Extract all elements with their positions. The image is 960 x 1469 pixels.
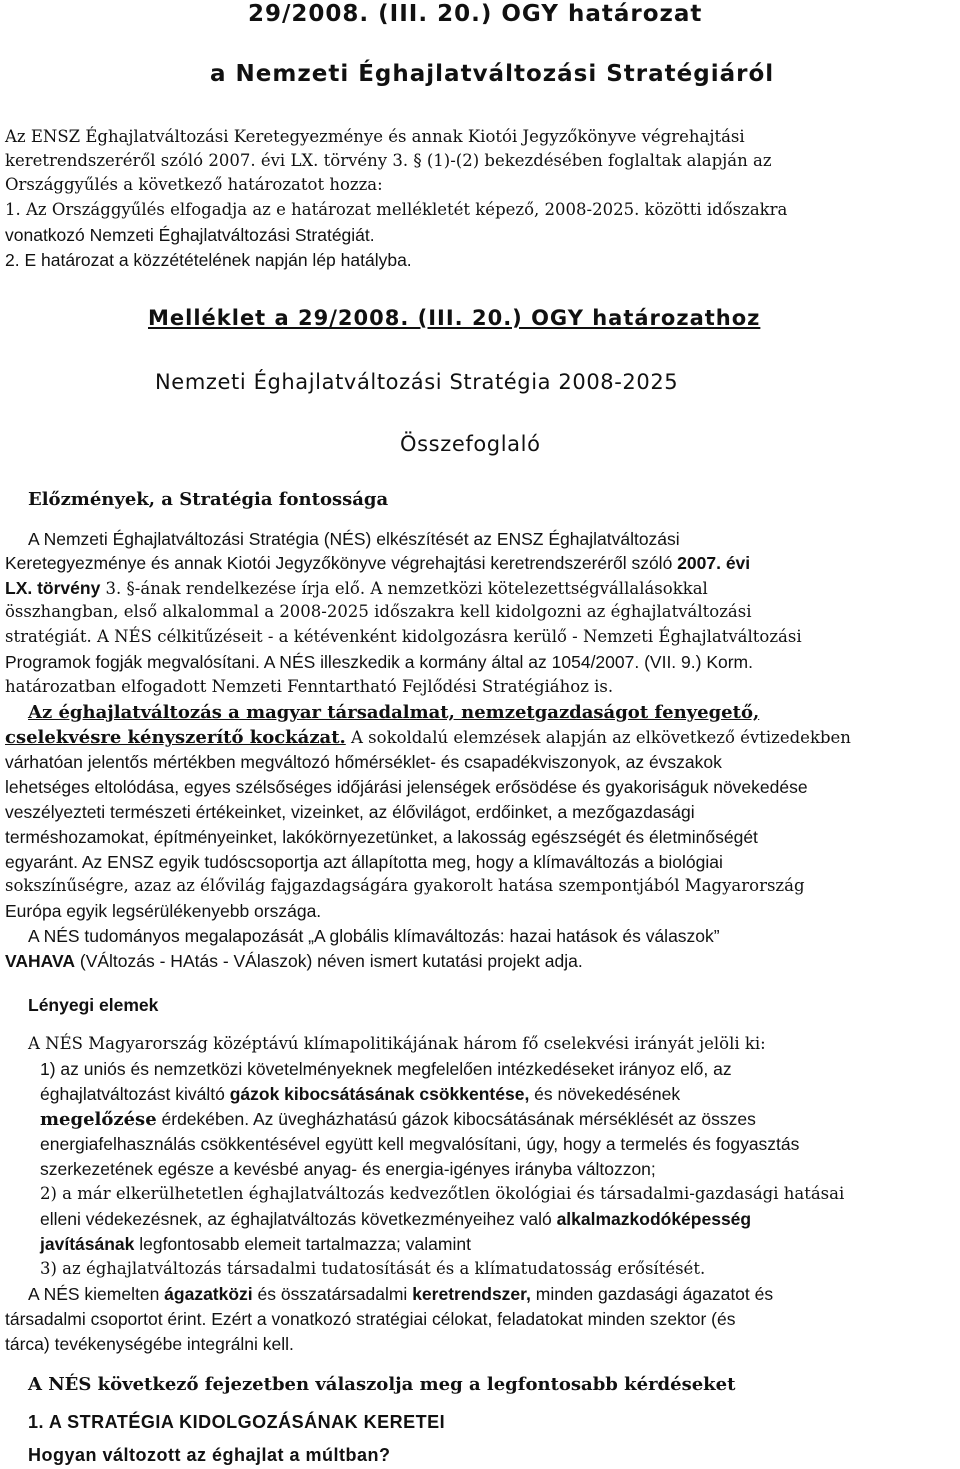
section-heading: Hogyan változott az éghajlat a múltban? xyxy=(28,1445,391,1465)
list-item-line: megelőzése érdekében. Az üvegházhatású gázok kibocsátásának mérséklését az összes xyxy=(40,1109,756,1130)
paragraph-line: összhangban, első alkalommal a 2008-2025 időszakra kell kidolgozni az éghajlatváltozási xyxy=(5,602,752,621)
paragraph-line: stratégiát. A NÉS célkitűzéseit - a kétévenként kidolgozásra kerülő - Nemzeti Éghajlatváltozási xyxy=(5,627,802,646)
emphasis-line: Az éghajlatváltozás a magyar társadalmat, nemzetgazdaságot fenyegető, xyxy=(28,702,760,723)
paragraph-line: A NÉS kiemelten ágazatközi és összatársadalmi keretrendszer, minden gazdasági ágazatot és xyxy=(28,1284,774,1304)
section-heading: 1. A STRATÉGIA KIDOLGOZÁSÁNAK KERETEI xyxy=(28,1412,446,1432)
paragraph-line: társadalmi csoportot érint. Ezért a vonatkozó stratégiai célokat, feladatokat minden szektor (és xyxy=(5,1309,736,1329)
paragraph-line: várhatóan jelentős mértékben megváltozó hőmérséklet- és csapadékviszonyok, az évszakok xyxy=(5,752,722,772)
paragraph-line: Programok fogják megvalósítani. A NÉS illeszkedik a kormány által az 1054/2007. (VII. 9.) Korm. xyxy=(5,652,753,672)
paragraph-line: egyaránt. Az ENSZ egyik tudóscsoportja azt állapította meg, hogy a klímaváltozás a biológiai xyxy=(5,852,723,872)
list-item: 2) a már elkerülhetetlen éghajlatváltozás kedvezőtlen ökológiai és társadalmi-gazdasági hatásai xyxy=(40,1184,845,1203)
paragraph-line: lehetséges eltolódása, egyes szélsőséges időjárási jelenségek erősödése és gyakoriságuk növekedése xyxy=(5,777,808,797)
section-heading: Előzmények, a Stratégia fontossága xyxy=(28,489,389,510)
paragraph-line: tárca) tevékenységébe integrálni kell. xyxy=(5,1334,294,1354)
list-item-line: elleni védekezésnek, az éghajlatváltozás következményeihez való alkalmazkodóképesség xyxy=(40,1209,752,1229)
list-item: 3) az éghajlatváltozás társadalmi tudatosítását és a klímatudatosság erősítését. xyxy=(40,1259,706,1278)
section-heading: Lényegi elemek xyxy=(28,995,159,1015)
paragraph-line: A NÉS tudományos megalapozását „A globális klímaváltozás: hazai hatások és válaszok” xyxy=(28,926,720,946)
strategy-title: Nemzeti Éghajlatváltozási Stratégia 2008-2025 xyxy=(155,370,679,394)
paragraph-line: sokszínűségre, azaz az élővilág fajgazdagságára gyakorolt hatása szempontjából Magyarország xyxy=(5,876,805,895)
section-heading: A NÉS következő fejezetben válaszolja meg a legfontosabb kérdéseket xyxy=(28,1374,736,1395)
paragraph-line: VAHAVA (VÁltozás - HAtás - VÁlaszok) néven ismert kutatási projekt adja. xyxy=(5,951,583,971)
annex-title: Melléklet a 29/2008. (III. 20.) OGY határozathoz xyxy=(148,306,761,330)
summary-title: Összefoglaló xyxy=(400,432,541,456)
paragraph-line: határozatban elfogadott Nemzeti Fenntartható Fejlődési Stratégiához is. xyxy=(5,677,614,696)
document-subtitle: a Nemzeti Éghajlatváltozási Stratégiáról xyxy=(210,61,775,87)
list-item-line: éghajlatváltozást kiváltó gázok kibocsátásának csökkentése, és növekedésének xyxy=(40,1084,681,1104)
resolution-point-1-cont: vonatkozó Nemzeti Éghajlatváltozási Stratégiát. xyxy=(5,225,375,245)
paragraph-line: LX. törvény 3. §-ának rendelkezése írja elő. A nemzetközi kötelezettségvállalásokkal xyxy=(5,578,708,598)
paragraph-line: Európa egyik legsérülékenyebb országa. xyxy=(5,901,322,921)
list-item-line: szerkezetének egésze a kevésbé anyag- és energia-igényes irányba változzon; xyxy=(40,1159,656,1179)
intro-line: Országgyűlés a következő határozatot hozza: xyxy=(5,175,383,194)
paragraph-line: terméshozamokat, építményeinket, lakókörnyezetünket, a lakosság egészségét és életminőségét xyxy=(5,827,758,847)
list-item-line: energiafelhasználás csökkentésével együtt kell megvalósítani, úgy, hogy a termelés és fogyasztás xyxy=(40,1134,800,1154)
document-title: 29/2008. (III. 20.) OGY határozat xyxy=(248,1,703,27)
paragraph-line: Keretegyezménye és annak Kiotói Jegyzőkönyve végrehajtási keretrendszeréről szóló 2007. évi xyxy=(5,553,751,573)
paragraph-line: A Nemzeti Éghajlatváltozási Stratégia (NÉS) elkészítését az ENSZ Éghajlatváltozási xyxy=(28,529,680,549)
intro-line: Az ENSZ Éghajlatváltozási Keretegyezménye és annak Kiotói Jegyzőkönyve végrehajtási xyxy=(5,127,745,146)
resolution-point-1: 1. Az Országgyűlés elfogadja az e határozat mellékletét képező, 2008-2025. közötti időszakra xyxy=(5,200,788,219)
intro-line: keretrendszeréről szóló 2007. évi LX. törvény 3. § (1)-(2) bekezdésében foglaltak alapján az xyxy=(5,151,772,170)
paragraph-line: veszélyezteti természeti értékeinket, vizeinket, az élővilágot, erdőinket, a mezőgazdasági xyxy=(5,802,695,822)
paragraph-line: A NÉS Magyarország középtávú klímapolitikájának három fő cselekvési irányát jelöli ki: xyxy=(28,1034,766,1053)
list-item-line: javításának legfontosabb elemeit tartalmazza; valamint xyxy=(40,1234,471,1254)
list-item: 1) az uniós és nemzetközi követelményeknek megfelelően intézkedéseket irányoz elő, az xyxy=(40,1059,732,1079)
resolution-point-2: 2. E határozat a közzétételének napján lép hatályba. xyxy=(5,250,412,270)
paragraph-line: cselekvésre kényszerítő kockázat. A sokoldalú elemzések alapján az elkövetkező évtizedekben xyxy=(5,727,851,748)
